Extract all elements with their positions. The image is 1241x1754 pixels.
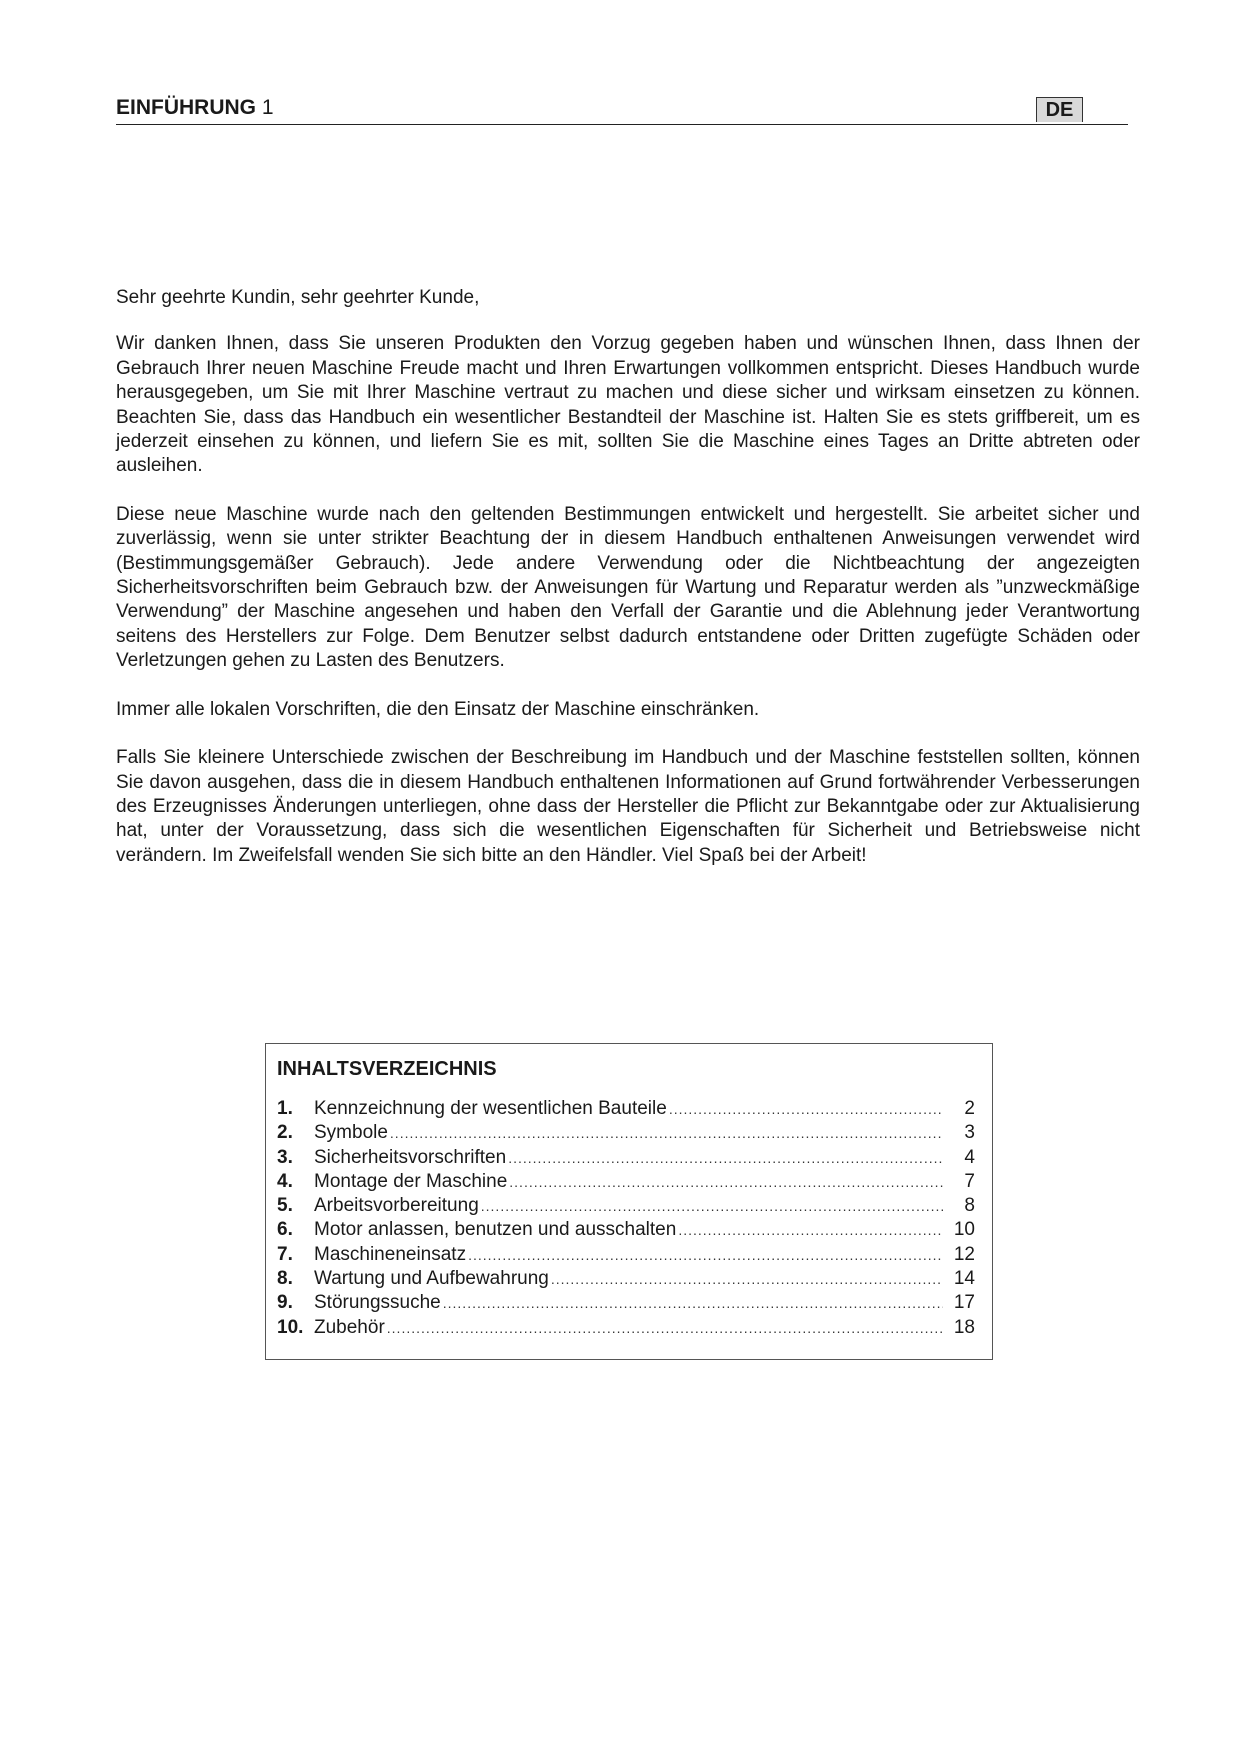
toc-entry-page: 7 — [964, 1170, 975, 1192]
toc-entry-label: Sicherheitsvorschriften — [314, 1146, 507, 1168]
toc-entry-number: 5. — [277, 1195, 293, 1217]
language-badge: DE — [1036, 97, 1083, 122]
toc-leader-dots — [443, 1291, 943, 1315]
toc-entry-page: 8 — [964, 1195, 975, 1217]
toc-entry-page: 18 — [953, 1316, 975, 1338]
toc-entry-label: Montage der Maschine — [314, 1170, 508, 1192]
toc-entry-number: 9. — [277, 1292, 293, 1314]
toc-entry-label: Störungssuche — [314, 1292, 441, 1314]
toc-entry-page: 12 — [953, 1243, 975, 1265]
section-number: 1 — [261, 96, 274, 119]
toc-entry-number: 3. — [277, 1146, 293, 1168]
toc-entry-label: Maschineneinsatz — [314, 1243, 467, 1265]
page-header — [116, 94, 1128, 125]
toc-leader-dots — [509, 1170, 943, 1194]
toc-entry[interactable] — [277, 1291, 975, 1315]
toc-entry-page: 17 — [953, 1292, 975, 1314]
toc-entry-page: 14 — [953, 1268, 975, 1290]
toc-entry[interactable] — [277, 1243, 975, 1267]
toc-entry[interactable] — [277, 1121, 975, 1145]
toc-entry[interactable] — [277, 1218, 975, 1242]
introduction-text — [116, 286, 1140, 892]
toc-entry-number: 6. — [277, 1219, 293, 1241]
toc-entry[interactable] — [277, 1170, 975, 1194]
toc-entry-page: 10 — [953, 1219, 975, 1241]
table-of-contents — [265, 1043, 993, 1360]
paragraph-differences: Falls Sie kleinere Unterschiede zwischen der Beschreibung im Handbuch und der Maschine feststellen sollten, können Sie davon ausgehen, dass die in diesem Handbuch enthaltenen Informationen auf Grund fortwährender Verbesserungen des Erzeugnisses Änderungen unterliegen, ohne dass der Hersteller die Pflicht zur Bekanntgabe oder zur Aktualisierung hat, unter der Voraussetzung, dass sich die wesentlichen Eigenschaften für Sicherheit und Betriebsweise nicht verändern. Im Zweifelsfall wenden Sie sich bitte an den Händler. Viel Spaß bei der Arbeit! — [116, 747, 1140, 866]
toc-entry[interactable] — [277, 1097, 975, 1121]
toc-entry[interactable] — [277, 1194, 975, 1218]
toc-entry[interactable] — [277, 1267, 975, 1291]
toc-entry-page: 2 — [964, 1098, 975, 1119]
toc-leader-dots — [669, 1097, 943, 1121]
toc-leader-dots — [390, 1121, 943, 1145]
toc-entry-number: 8. — [277, 1268, 293, 1290]
toc-entry-page: 3 — [964, 1122, 975, 1144]
toc-entry-number: 2. — [277, 1122, 293, 1144]
toc-entry-number: 4. — [277, 1170, 293, 1192]
section-title-text: EINFÜHRUNG — [116, 96, 256, 119]
paragraph-intended-use: Diese neue Maschine wurde nach den geltenden Bestimmungen entwickelt und hergestellt. Sie arbeitet sicher und zuverlässig, wenn sie unter strikter Beachtung der in diesem Handbuch enthaltenen Anweisungen verwendet wird (Bestimmungsgemäßer Gebrauch). Jede andere Verwendung oder die Nichtbeachtung der angezeigten Sicherheitsvorschriften beim Gebrauch bzw. der Anweisungen für Wartung und Reparatur werden als ”unzweckmäßige Verwendung” der Maschine angesehen und haben den Verfall der Garantie und die Ablehnung jeder Verantwortung seitens des Herstellers zur Folge. Dem Benutzer selbst dadurch entstandene oder Dritten zugefügte Schäden oder Verletzungen gehen zu Lasten des Benutzers. — [116, 503, 1140, 672]
toc-entry-label: Wartung und Aufbewahrung — [314, 1268, 549, 1290]
toc-entry-label: Motor anlassen, benutzen und ausschalten — [314, 1219, 677, 1241]
toc-entry[interactable] — [277, 1316, 975, 1340]
toc-entry-number: 10. — [277, 1316, 304, 1338]
toc-title: INHALTSVERZEICHNIS — [277, 1058, 497, 1080]
toc-entry-page: 4 — [964, 1146, 975, 1168]
toc-entry-label: Arbeitsvorbereitung — [314, 1195, 479, 1217]
toc-entry-label: Symbole — [314, 1122, 388, 1144]
toc-leader-dots — [387, 1316, 943, 1340]
paragraph-local-regulations: Immer alle lokalen Vorschriften, die den Einsatz der Maschine einschränken. — [116, 698, 760, 720]
toc-leader-dots — [468, 1243, 943, 1267]
toc-entry-number: 7. — [277, 1243, 293, 1265]
toc-entry-label: Zubehör — [314, 1316, 385, 1338]
salutation: Sehr geehrte Kundin, sehr geehrter Kunde, — [116, 287, 480, 308]
toc-entry[interactable] — [277, 1146, 975, 1170]
toc-entry-label: Kennzeichnung der wesentlichen Bauteile — [314, 1098, 667, 1119]
toc-leader-dots — [508, 1146, 943, 1170]
paragraph-thanks: Wir danken Ihnen, dass Sie unseren Produkten den Vorzug gegeben haben und wünschen Ihnen, dass Ihnen der Gebrauch Ihrer neuen Maschine Freude macht und Ihren Erwartungen vollkommen entspricht. Dieses Handbuch wurde herausgegeben, um Sie mit Ihrer Maschine vertraut zu machen und diese sicher und wirksam einsetzen zu können. Beachten Sie, dass das Handbuch ein wesentlicher Bestandteil der Maschine ist. Halten Sie es stets griffbereit, um es jederzeit einsehen zu können, und liefern Sie es mit, sollten Sie die Maschine eines Tages an Dritte abtreten oder ausleihen. — [116, 333, 1140, 477]
toc-entry-number: 1. — [277, 1098, 293, 1119]
toc-leader-dots — [481, 1194, 943, 1218]
toc-leader-dots — [678, 1218, 943, 1242]
toc-leader-dots — [551, 1267, 943, 1291]
section-title — [116, 96, 274, 120]
